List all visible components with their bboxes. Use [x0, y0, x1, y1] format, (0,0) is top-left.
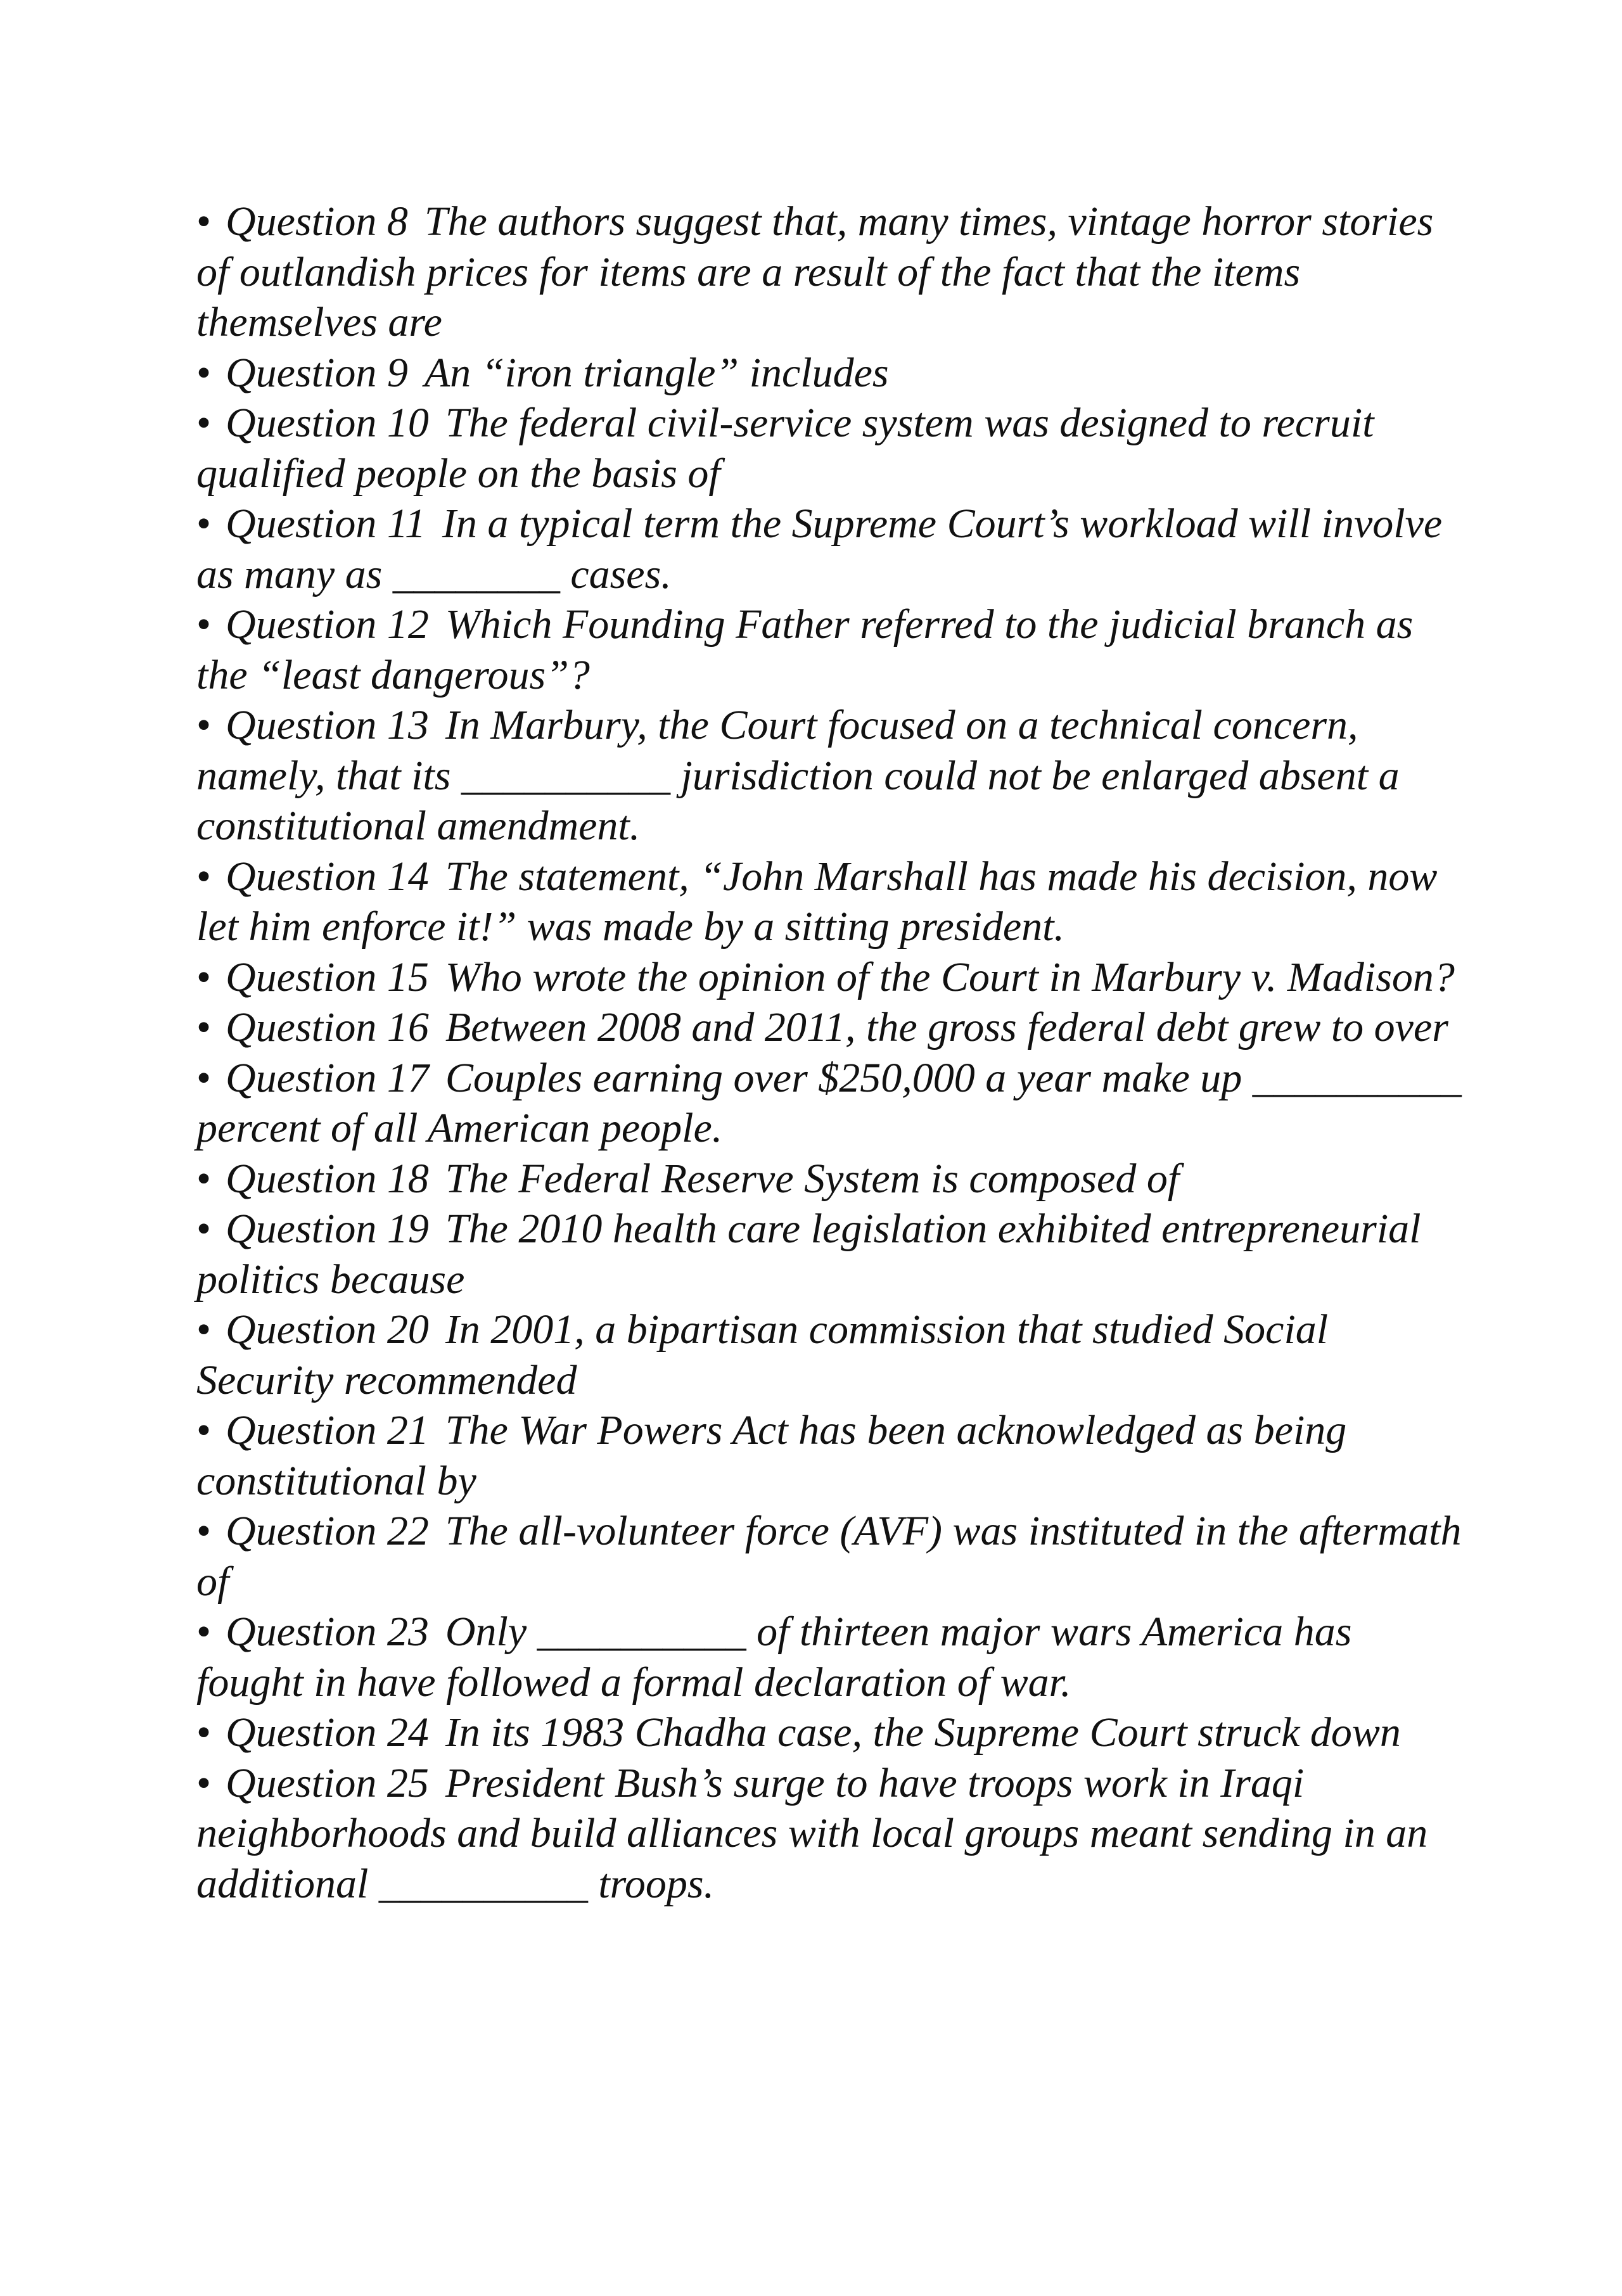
- question-text: In 2001, a bipartisan commission that studied Social Security recommended: [196, 1306, 1329, 1403]
- question-item: [196, 348, 1464, 399]
- question-number: Question 20: [226, 1306, 429, 1353]
- question-text: Which Founding Father referred to the judicial branch as the “least dangerous”?: [196, 601, 1414, 698]
- question-item: [196, 599, 1464, 700]
- question-text: In its 1983 Chadha case, the Supreme Court struck down: [445, 1709, 1401, 1756]
- question-item: [196, 1607, 1464, 1707]
- bullet-icon: •: [196, 702, 212, 748]
- question-number: Question 22: [226, 1508, 429, 1554]
- question-number: Question 9: [226, 349, 408, 396]
- question-item: [196, 398, 1464, 499]
- question-item: [196, 1053, 1464, 1154]
- bullet-icon: •: [196, 198, 212, 245]
- question-text: An “iron triangle” includes: [424, 349, 889, 396]
- question-number: Question 21: [226, 1407, 429, 1453]
- bullet-icon: •: [196, 1004, 212, 1050]
- question-item: [196, 1405, 1464, 1506]
- bullet-icon: •: [196, 1609, 212, 1655]
- question-number: Question 10: [226, 400, 429, 446]
- question-text: The statement, “John Marshall has made his decision, now let him enforce it!” was made by a sitting president.: [196, 853, 1438, 950]
- question-item: [196, 952, 1464, 1003]
- question-number: Question 17: [226, 1054, 429, 1101]
- question-item: [196, 1506, 1464, 1607]
- question-number: Question 12: [226, 601, 429, 647]
- question-number: Question 11: [226, 501, 426, 547]
- bullet-icon: •: [196, 1054, 212, 1101]
- question-item: [196, 1304, 1464, 1405]
- question-item: [196, 851, 1464, 952]
- question-text: Couples earning over $250,000 a year make up __________ percent of all American people.: [196, 1054, 1462, 1151]
- bullet-icon: •: [196, 1306, 212, 1353]
- bullet-icon: •: [196, 400, 212, 446]
- question-number: Question 8: [226, 198, 408, 245]
- question-number: Question 23: [226, 1609, 429, 1655]
- bullet-icon: •: [196, 1759, 212, 1806]
- question-text: Only __________ of thirteen major wars America has fought in have followed a formal declaration of war.: [196, 1609, 1352, 1706]
- bullet-icon: •: [196, 349, 212, 396]
- question-number: Question 14: [226, 853, 429, 900]
- bullet-icon: •: [196, 1508, 212, 1554]
- question-item: [196, 700, 1464, 851]
- question-number: Question 18: [226, 1155, 429, 1202]
- question-number: Question 15: [226, 953, 429, 1000]
- question-item: [196, 1154, 1464, 1204]
- question-item: [196, 1758, 1464, 1910]
- question-number: Question 24: [226, 1709, 429, 1756]
- bullet-icon: •: [196, 1709, 212, 1756]
- bullet-icon: •: [196, 1407, 212, 1453]
- question-item: [196, 1204, 1464, 1304]
- question-number: Question 13: [226, 702, 429, 748]
- question-text: The authors suggest that, many times, vintage horror stories of outlandish prices for items are a result of the fact that the items themselves are: [196, 198, 1434, 345]
- question-item: [196, 499, 1464, 599]
- question-text: In Marbury, the Court focused on a technical concern, namely, that its __________ jurisdiction could not be enlarged absent a constitutional amendment.: [196, 702, 1400, 849]
- bullet-icon: •: [196, 853, 212, 900]
- question-number: Question 25: [226, 1759, 429, 1806]
- question-item: [196, 1707, 1464, 1758]
- bullet-icon: •: [196, 1206, 212, 1252]
- question-number: Question 16: [226, 1004, 429, 1050]
- bullet-icon: •: [196, 601, 212, 647]
- question-text: Between 2008 and 2011, the gross federal debt grew to over: [445, 1004, 1448, 1050]
- bullet-icon: •: [196, 953, 212, 1000]
- question-text: In a typical term the Supreme Court’s workload will involve as many as ________ cases.: [196, 501, 1443, 597]
- question-text: The federal civil-service system was designed to recruit qualified people on the basis of: [196, 400, 1374, 497]
- bullet-icon: •: [196, 501, 212, 547]
- question-number: Question 19: [226, 1206, 429, 1252]
- question-text: The 2010 health care legislation exhibited entrepreneurial politics because: [196, 1206, 1421, 1303]
- question-list: [196, 196, 1464, 1909]
- question-text: Who wrote the opinion of the Court in Marbury v. Madison?: [445, 953, 1455, 1000]
- question-text: The all-volunteer force (AVF) was instituted in the aftermath of: [196, 1508, 1462, 1605]
- question-item: [196, 1002, 1464, 1053]
- question-text: President Bush’s surge to have troops work in Iraqi neighborhoods and build alliances with local groups meant sending in an additional __________ troops.: [196, 1759, 1428, 1907]
- bullet-icon: •: [196, 1155, 212, 1202]
- question-text: The Federal Reserve System is composed of: [445, 1155, 1180, 1202]
- question-text: The War Powers Act has been acknowledged as being constitutional by: [196, 1407, 1347, 1504]
- question-item: [196, 196, 1464, 348]
